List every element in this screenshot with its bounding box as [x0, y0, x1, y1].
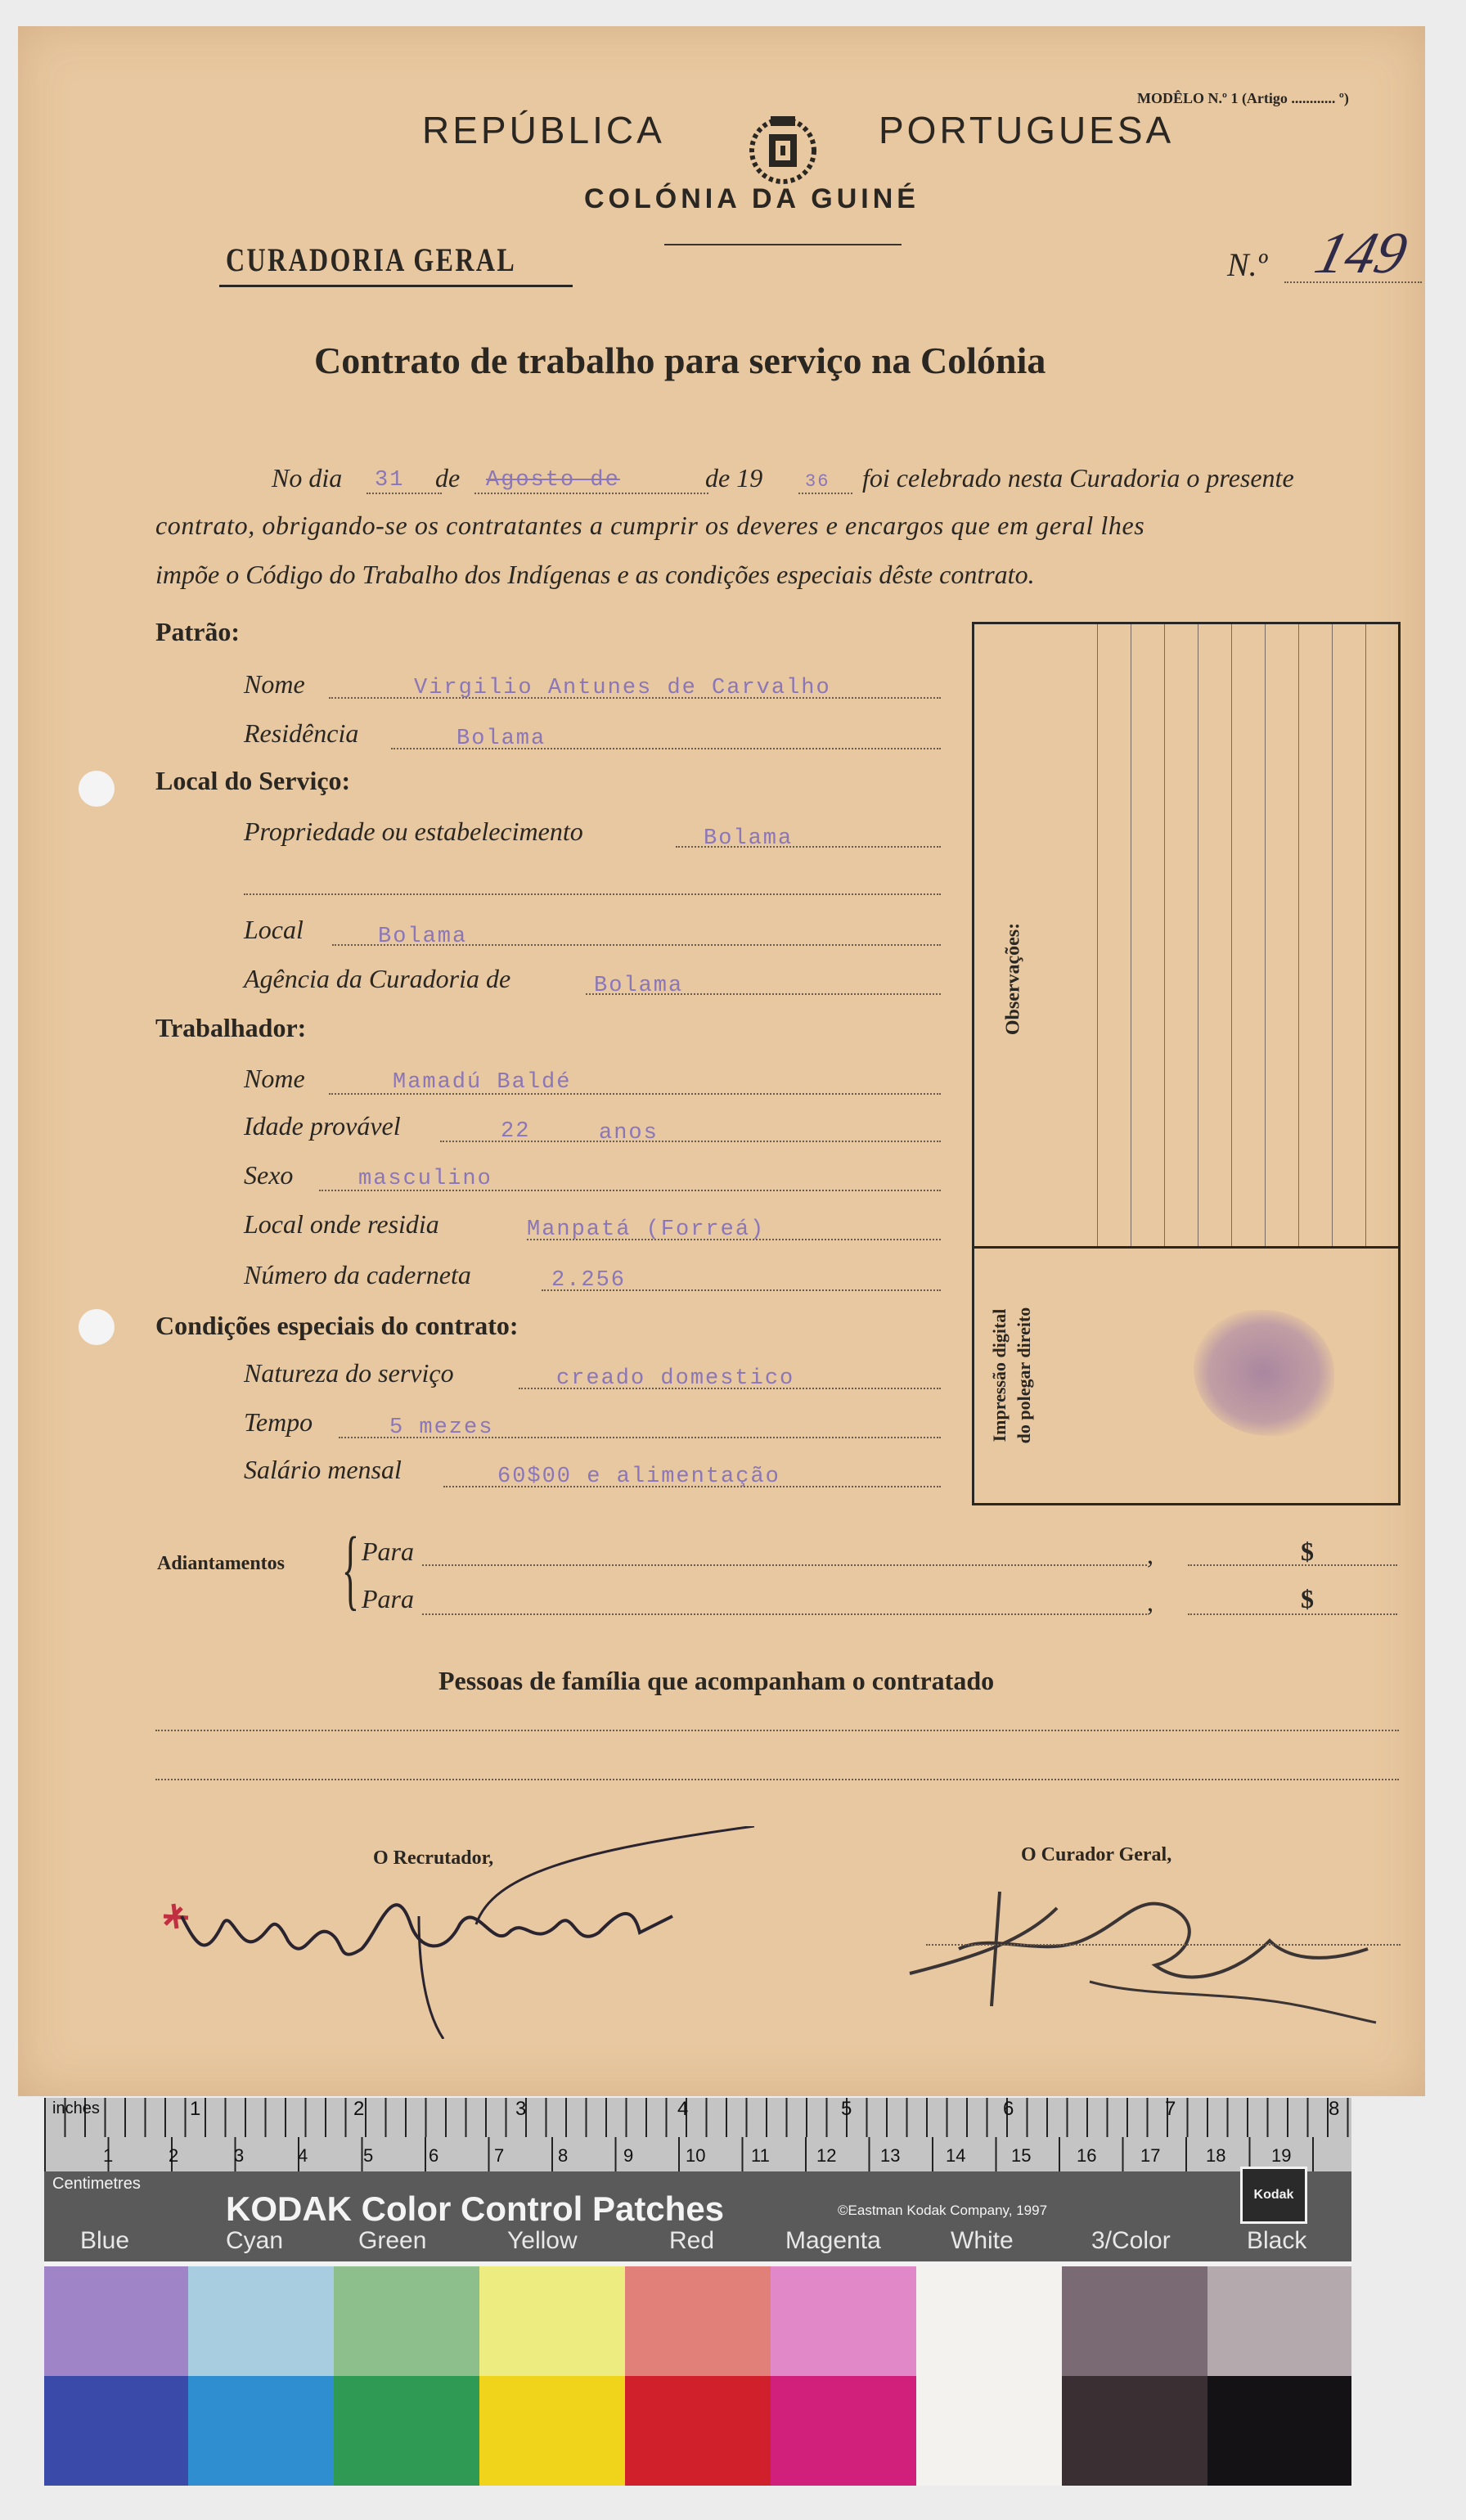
local-label: Local	[244, 915, 304, 944]
idade-value: 22	[501, 1119, 531, 1144]
impressao-label	[987, 1277, 1037, 1474]
document-title: Contrato de trabalho para serviço na Colónia	[314, 340, 1046, 381]
adiantamentos-label: Adiantamentos	[157, 1553, 286, 1574]
patrao-nome-label: Nome	[244, 669, 305, 699]
inch-number-1: 1	[190, 2098, 201, 2120]
familia-line-1	[155, 1730, 1399, 1731]
propriedade-dots-2	[244, 893, 941, 895]
local-value: Bolama	[378, 925, 468, 949]
patch-top-blue	[44, 2266, 188, 2376]
patch-label-blue: Blue	[80, 2227, 130, 2254]
trabalhador-nome-label: Nome	[244, 1064, 305, 1093]
familia-line-2	[155, 1779, 1399, 1780]
idade-label: Idade provável	[244, 1111, 401, 1141]
patch-label-magenta: Magenta	[785, 2227, 881, 2254]
para2-label: Para	[362, 1584, 414, 1613]
patch-label-green: Green	[358, 2227, 427, 2254]
numero-label: N.º	[1227, 246, 1268, 283]
cm-number-6: 6	[429, 2145, 439, 2166]
caderneta-label: Número da caderneta	[244, 1260, 471, 1289]
year-value: 36	[805, 471, 830, 492]
header-portuguesa: PORTUGUESA	[879, 109, 1175, 151]
numero-value: 149	[1309, 220, 1414, 286]
cm-number-7: 7	[494, 2145, 505, 2166]
cm-number-14: 14	[946, 2145, 966, 2166]
patch-top-cyan	[188, 2266, 334, 2376]
curadoria-underline	[219, 285, 573, 287]
kodak-color-strip	[44, 2098, 1351, 2486]
patch-bottom-yellow	[479, 2376, 625, 2486]
adiantamentos-brace: {	[341, 1519, 359, 1618]
impressao-line1: Impressão digital	[989, 1308, 1010, 1442]
salario-value: 60$00 e alimentação	[497, 1465, 780, 1489]
month-value: Agosto de	[486, 468, 620, 493]
cm-number-19: 19	[1271, 2145, 1292, 2166]
sexo-label: Sexo	[244, 1160, 294, 1190]
caderneta-value: 2.256	[551, 1268, 627, 1293]
familia-heading: Pessoas de família que acompanham o contratado	[438, 1666, 995, 1695]
impressao-line2: do polegar direito	[1014, 1307, 1034, 1444]
punch-hole-top	[79, 771, 115, 807]
cm-number-10: 10	[686, 2145, 706, 2166]
para1-amount-dots	[1188, 1564, 1397, 1566]
tempo-value: 5 mezes	[389, 1415, 494, 1440]
patch-top-3color	[1062, 2266, 1207, 2376]
cm-number-15: 15	[1011, 2145, 1032, 2166]
para1-label: Para	[362, 1537, 414, 1566]
cm-number-4: 4	[298, 2145, 308, 2166]
cm-number-1: 1	[103, 2145, 114, 2166]
para2-amount-dots	[1188, 1613, 1397, 1615]
patch-label-yellow: Yellow	[507, 2227, 578, 2254]
patch-bottom-blue	[44, 2376, 188, 2486]
patch-bottom-black	[1207, 2376, 1351, 2486]
patch-top-white	[916, 2266, 1062, 2376]
patrao-residencia-label: Residência	[244, 718, 359, 748]
patch-bottom-cyan	[188, 2376, 334, 2486]
modelo-reference: MODÊLO N.º 1 (Artigo ............ º)	[1137, 90, 1349, 106]
day-value: 31	[375, 468, 405, 493]
intro-line3: impõe o Código do Trabalho dos Indígenas e as condições especiais dêste contrato.	[155, 560, 1035, 589]
patrao-nome-value: Virgilio Antunes de Carvalho	[414, 676, 831, 700]
residia-value: Manpatá (Forreá)	[527, 1217, 766, 1242]
inch-number-4: 4	[677, 2098, 689, 2120]
idade-unit: anos	[599, 1121, 659, 1145]
cm-number-13: 13	[880, 2145, 901, 2166]
recrutador-label: O Recrutador,	[373, 1847, 494, 1869]
cm-number-16: 16	[1077, 2145, 1097, 2166]
trabalhador-nome-value: Mamadú Baldé	[393, 1070, 572, 1095]
observacoes-lines	[1064, 624, 1383, 1246]
condicoes-heading: Condições especiais do contrato:	[155, 1311, 519, 1340]
para1-dots	[422, 1564, 1147, 1566]
para1-comma: ,	[1147, 1540, 1153, 1569]
curador-label: O Curador Geral,	[1021, 1844, 1172, 1865]
cm-number-5: 5	[363, 2145, 374, 2166]
punch-hole-bottom	[79, 1309, 115, 1345]
inch-number-3: 3	[515, 2098, 527, 2120]
box-divider	[974, 1246, 1398, 1249]
patch-label-cyan: Cyan	[226, 2227, 284, 2254]
patrao-residencia-value: Bolama	[456, 727, 546, 751]
patch-bottom-3color	[1062, 2376, 1207, 2486]
intro-de-19: de 19	[705, 463, 763, 493]
cm-number-11: 11	[751, 2145, 770, 2166]
agencia-label: Agência da Curadoria de	[244, 964, 511, 993]
year-dots	[798, 493, 852, 494]
day-dots	[366, 493, 442, 494]
patch-label-black: Black	[1247, 2227, 1307, 2254]
curador-dots	[926, 1944, 1401, 1946]
intro-line2: contrato, obrigando-se os contratantes a cumprir os deveres e encargos que em geral lhes	[155, 511, 1145, 540]
intro-no-dia: No dia	[272, 463, 343, 493]
observacoes-box	[972, 622, 1401, 1505]
inch-number-7: 7	[1165, 2098, 1176, 2120]
cm-number-9: 9	[623, 2145, 634, 2166]
propriedade-value: Bolama	[704, 826, 794, 851]
patch-bottom-green	[334, 2376, 479, 2486]
inch-number-5: 5	[841, 2098, 852, 2120]
para2-comma: ,	[1147, 1587, 1153, 1617]
intro-de: de	[435, 463, 461, 493]
patch-top-green	[334, 2266, 479, 2376]
residia-label: Local onde residia	[244, 1209, 439, 1239]
thumbprint	[1194, 1310, 1334, 1436]
patch-label-white: White	[951, 2227, 1014, 2254]
patch-top-yellow	[479, 2266, 625, 2376]
cm-number-17: 17	[1140, 2145, 1161, 2166]
salario-label: Salário mensal	[244, 1455, 402, 1484]
patch-bottom-magenta	[771, 2376, 916, 2486]
patch-top-black	[1207, 2266, 1351, 2376]
inch-number-2: 2	[353, 2098, 365, 2120]
kodak-title: KODAK Color Control Patches	[226, 2189, 725, 2228]
inch-ruler	[44, 2098, 1351, 2139]
contract-page	[18, 26, 1425, 2096]
curadoria-geral: CURADORIA GERAL	[226, 241, 517, 278]
para2-dots	[422, 1613, 1147, 1615]
kodak-copyright: ©Eastman Kodak Company, 1997	[838, 2203, 1048, 2218]
curador-signature	[877, 1859, 1384, 2039]
inches-label: inches	[52, 2099, 100, 2117]
patrao-heading: Patrão:	[155, 617, 241, 646]
kodak-logo: Kodak	[1240, 2167, 1307, 2224]
header-divider	[664, 244, 902, 245]
inch-number-6: 6	[1003, 2098, 1014, 2120]
recrutador-signature	[149, 1826, 754, 2039]
para2-currency: $	[1301, 1584, 1314, 1613]
local-servico-heading: Local do Serviço:	[155, 766, 351, 795]
agencia-value: Bolama	[594, 974, 684, 998]
natureza-label: Natureza do serviço	[244, 1358, 454, 1388]
centimetres-label: Centimetres	[52, 2175, 141, 2193]
cm-number-12: 12	[816, 2145, 837, 2166]
cm-number-18: 18	[1206, 2145, 1226, 2166]
patch-top-red	[625, 2266, 771, 2376]
inch-number-8: 8	[1329, 2098, 1340, 2120]
patch-top-magenta	[771, 2266, 916, 2376]
para1-currency: $	[1301, 1537, 1314, 1566]
intro-line1-rest: foi celebrado nesta Curadoria o presente	[862, 463, 1294, 493]
natureza-value: creado domestico	[556, 1366, 795, 1391]
patch-bottom-white	[916, 2376, 1062, 2486]
cm-number-3: 3	[234, 2145, 245, 2166]
trabalhador-heading: Trabalhador:	[155, 1013, 307, 1042]
month-dots	[474, 493, 708, 494]
cm-number-2: 2	[169, 2145, 179, 2166]
cm-number-8: 8	[558, 2145, 569, 2166]
coat-of-arms-icon	[738, 110, 828, 191]
patch-label-3color: 3/Color	[1091, 2227, 1171, 2254]
header-republica: REPÚBLICA	[422, 109, 665, 151]
patch-bottom-red	[625, 2376, 771, 2486]
colonia-title: COLÓNIA DA GUINÉ	[584, 183, 920, 214]
propriedade-label: Propriedade ou estabelecimento	[244, 817, 583, 846]
patch-label-red: Red	[669, 2227, 715, 2254]
tempo-label: Tempo	[244, 1407, 313, 1437]
observacoes-label: Observações:	[1002, 922, 1024, 1036]
sexo-value: masculino	[358, 1167, 492, 1191]
